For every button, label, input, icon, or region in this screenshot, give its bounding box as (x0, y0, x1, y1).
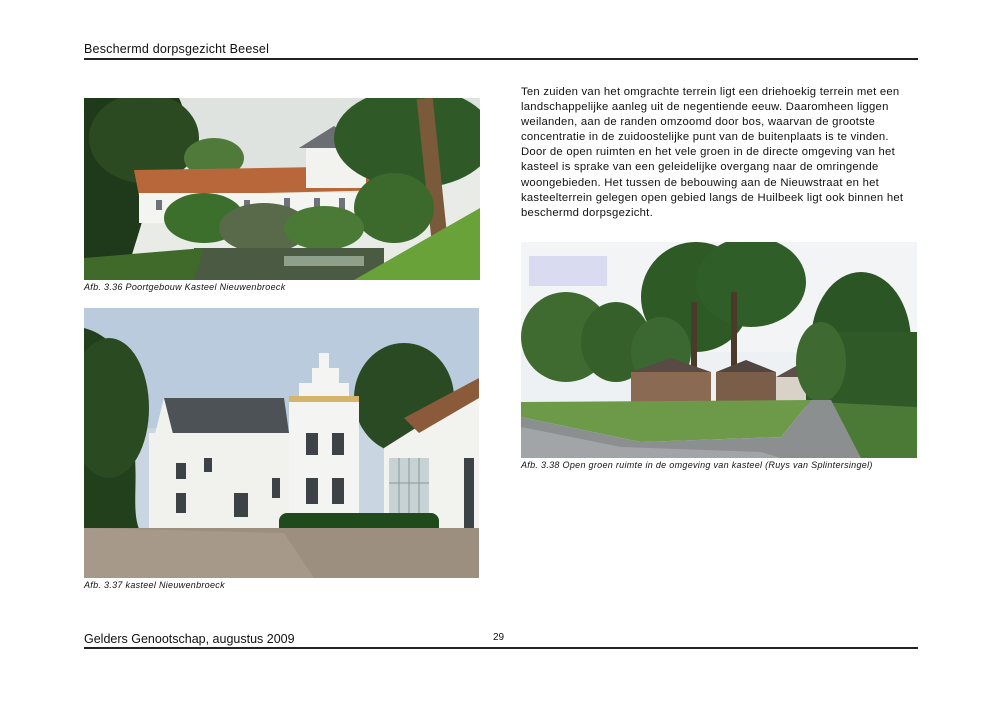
photo-open-groen-ruimte (521, 242, 917, 458)
figure-caption: Afb. 3.37 kasteel Nieuwenbroeck (84, 580, 225, 590)
page-number: 29 (493, 632, 505, 643)
photo-kasteel (84, 308, 479, 578)
page-header-title: Beschermd dorpsgezicht Beesel (84, 42, 270, 56)
body-text (521, 85, 916, 221)
photo-poortgebouw (84, 98, 480, 280)
body-paragraph: Ten zuiden van het omgrachte terrein ligt een driehoekig terrein met een landschappelijke aanleg uit de negentiende eeuw. Daaromheen liggen weilanden, aan de randen omzoomd door bos, waarvan de grootste concentratie in de zuidoostelijke punt van de buitenplaats is te vinden. (521, 86, 900, 144)
figure-caption: Afb. 3.38 Open groen ruimte in de omgeving van kasteel (Ruys van Splintersingel) (521, 460, 873, 470)
footer-divider (84, 647, 918, 649)
header-divider (84, 58, 918, 60)
figure-caption: Afb. 3.36 Poortgebouw Kasteel Nieuwenbroeck (84, 282, 286, 292)
footer-publisher: Gelders Genootschap, augustus 2009 (84, 632, 295, 646)
body-paragraph: Door de open ruimten en het vele groen in de directe omgeving van het kasteel is sprake van een geleidelijke overgang naar de omringende woongebieden. Het tussen de bebouwing aan de Nieuwstraat en het kasteelterrein gelegen open gebied langs de Huilbeek ligt ook binnen het beschermd dorpsgezicht. (521, 146, 904, 219)
